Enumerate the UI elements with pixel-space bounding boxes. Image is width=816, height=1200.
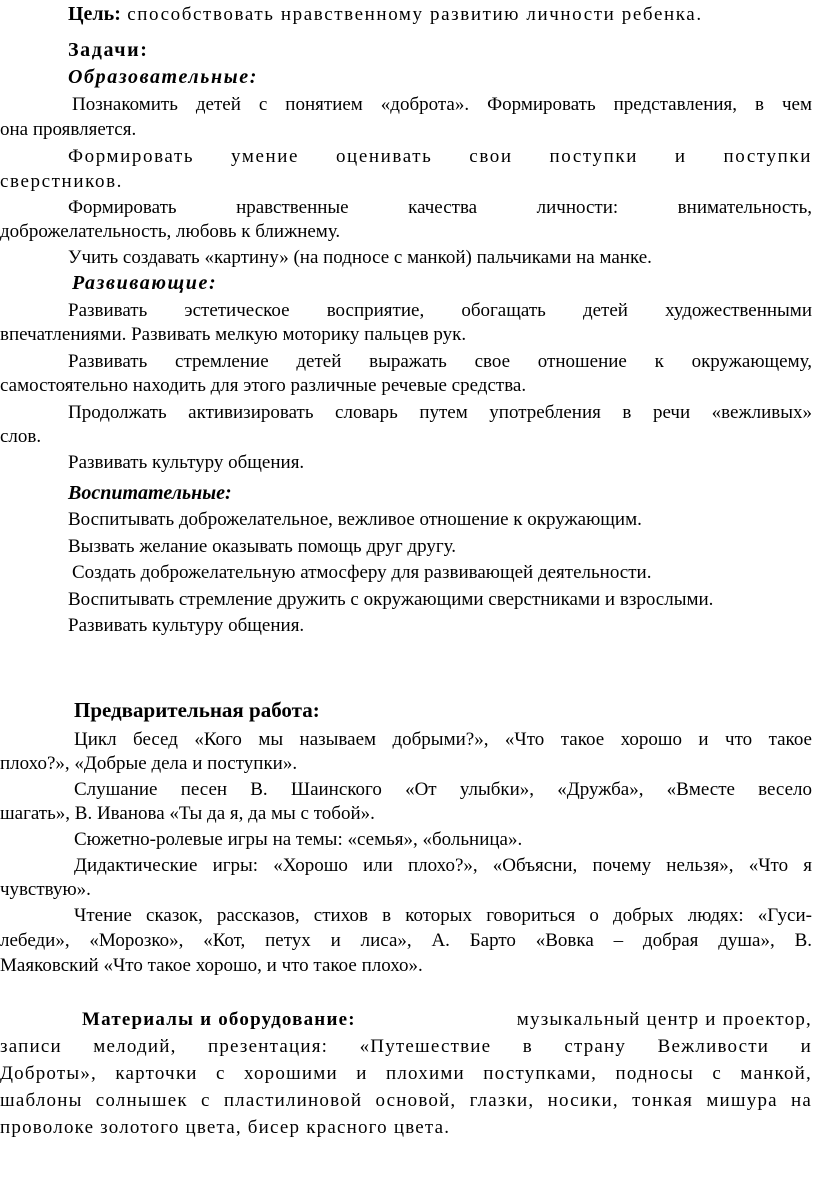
tasks-heading: Задачи: bbox=[68, 39, 149, 61]
preliminary-heading: Предварительная работа: bbox=[74, 698, 320, 722]
educational-line-2: она проявляется. bbox=[0, 119, 137, 140]
developing-line-7: Развивать культуру общения. bbox=[68, 452, 305, 473]
developing-line-2: впечатлениями. Развивать мелкую моторику пальцев рук. bbox=[0, 324, 467, 345]
preliminary-line-10: Маяковский «Что такое хорошо, и что такое плохо». bbox=[0, 955, 423, 976]
materials-label: Материалы и оборудование: bbox=[82, 1009, 356, 1030]
preliminary-line-5: Сюжетно-ролевые игры на темы: «семья», «больница». bbox=[74, 829, 523, 850]
preliminary-line-4: шагать», В. Иванова «Ты да я, да мы с тобой». bbox=[0, 803, 375, 824]
developing-line-4: самостоятельно находить для этого различные речевые средства. bbox=[0, 375, 527, 396]
developing-line-1: Развивать эстетическое восприятие, обогащать детей художественными bbox=[68, 300, 812, 321]
developing-line-6: слов. bbox=[0, 426, 42, 447]
educational-line-3: Формировать умение оценивать свои поступки и поступки bbox=[68, 146, 812, 167]
educational-line-4: сверстников. bbox=[0, 171, 123, 192]
materials-line-4: шаблоны солнышек с пластилиновой основой, глазки, носики, тонкая мишура на bbox=[0, 1090, 812, 1111]
upbringing-line-1: Воспитывать доброжелательное, вежливое отношение к окружающим. bbox=[68, 509, 642, 530]
preliminary-line-9: лебеди», «Морозко», «Кот, петух и лиса», А. Барто «Вовка – добрая душа», В. bbox=[0, 930, 812, 951]
educational-line-5: Формировать нравственные качества личности: внимательность, bbox=[68, 197, 812, 218]
materials-line-3: Доброты», карточки с хорошими и плохими поступками, подносы с манкой, bbox=[0, 1063, 812, 1084]
developing-line-3: Развивать стремление детей выражать свое отношение к окружающему, bbox=[68, 351, 812, 372]
goal-text: способствовать нравственному развитию личности ребенка. bbox=[120, 4, 703, 25]
upbringing-line-2: Вызвать желание оказывать помощь друг другу. bbox=[68, 536, 456, 557]
preliminary-line-6: Дидактические игры: «Хорошо или плохо?», «Объясни, почему нельзя», «Что я bbox=[74, 855, 812, 876]
upbringing-line-3: Создать доброжелательную атмосферу для развивающей деятельности. bbox=[72, 562, 652, 583]
educational-line-6: доброжелательность, любовь к ближнему. bbox=[0, 221, 341, 242]
preliminary-line-8: Чтение сказок, рассказов, стихов в которых говориться о добрых людях: «Гуси- bbox=[74, 905, 812, 926]
preliminary-line-1: Цикл бесед «Кого мы называем добрыми?», «Что такое хорошо и что такое bbox=[74, 729, 812, 750]
upbringing-line-4: Воспитывать стремление дружить с окружающими сверстниками и взрослыми. bbox=[68, 589, 714, 610]
upbringing-line-5: Развивать культуру общения. bbox=[68, 615, 305, 636]
goal-label: Цель: bbox=[68, 3, 121, 25]
educational-line-1: Познакомить детей с понятием «доброта». Формировать представления, в чем bbox=[72, 94, 812, 115]
preliminary-line-2: плохо?», «Добрые дела и поступки». bbox=[0, 753, 298, 774]
materials-line-5: проволоке золотого цвета, бисер красного цвета. bbox=[0, 1117, 451, 1138]
materials-line-2: записи мелодий, презентация: «Путешествие в страну Вежливости и bbox=[0, 1036, 812, 1057]
materials-line-1 bbox=[82, 1008, 812, 1032]
preliminary-line-7: чувствую». bbox=[0, 879, 91, 900]
developing-line-5: Продолжать активизировать словарь путем употребления в речи «вежливых» bbox=[68, 402, 812, 423]
preliminary-line-3: Слушание песен В. Шаинского «От улыбки», «Дружба», «Вместе весело bbox=[74, 779, 812, 800]
upbringing-heading: Воспитательные: bbox=[68, 482, 232, 504]
goal-line bbox=[68, 2, 808, 27]
developing-heading: Развивающие: bbox=[72, 272, 218, 294]
educational-heading: Образовательные: bbox=[68, 66, 258, 88]
materials-first-rest: музыкальный центр и проектор, bbox=[516, 1009, 812, 1030]
educational-line-7: Учить создавать «картину» (на подносе с манкой) пальчиками на манке. bbox=[68, 247, 652, 268]
